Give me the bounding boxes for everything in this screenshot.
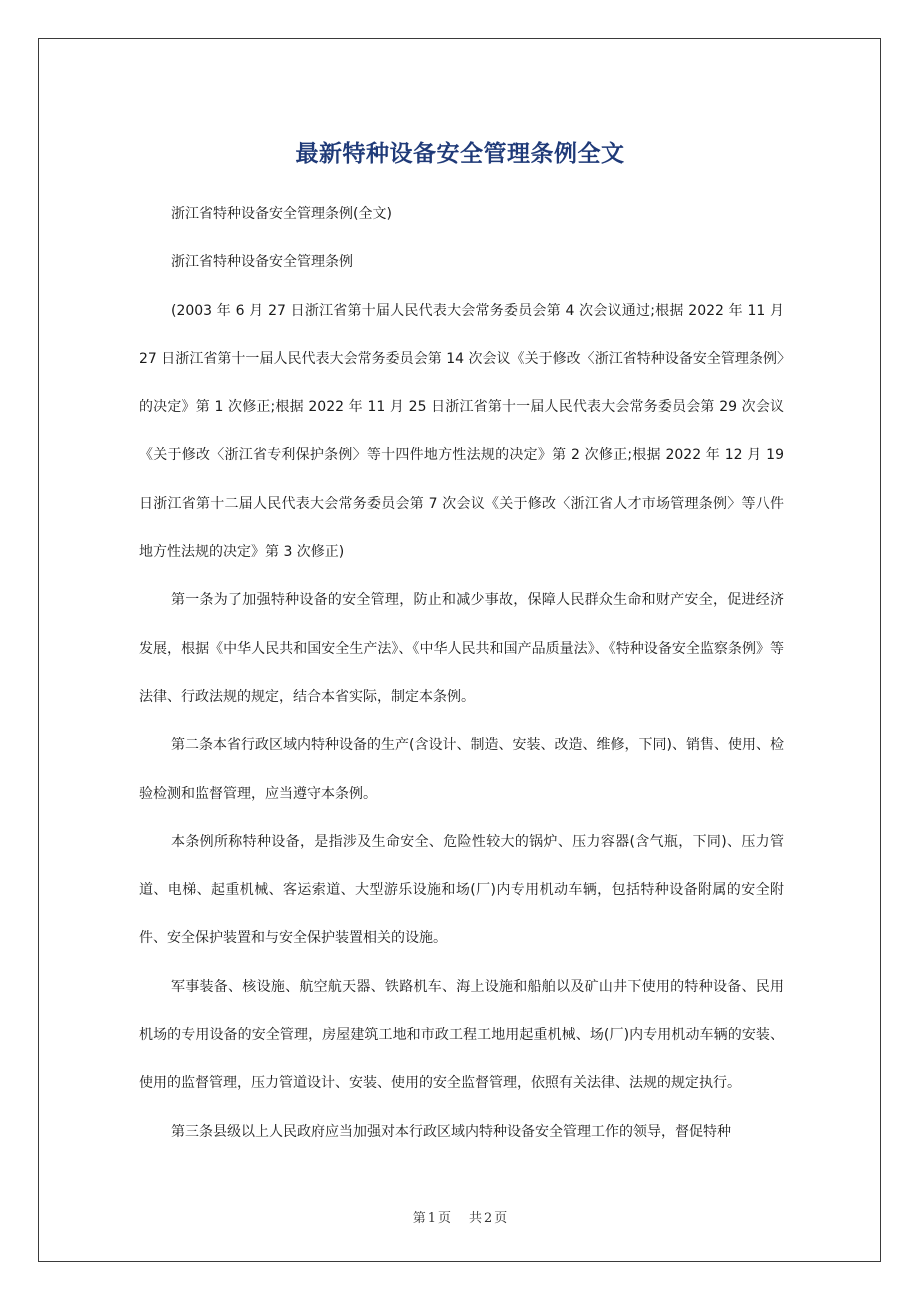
paragraph-subtitle-full: 浙江省特种设备安全管理条例(全文) — [171, 206, 392, 222]
page-total: 2 — [484, 1211, 493, 1226]
page-unit: 页 — [437, 1211, 451, 1226]
page-current: 1 — [427, 1211, 436, 1226]
paragraph-exclusions: 军事装备、核设施、航空航天器、铁路机车、海上设施和船舶以及矿山井下使用的特种设备、民用机场的专用设备的安全管理，房屋建筑工地和市政工程工地用起重机械、场(厂)内专用机动车辆的安装、使用的监督管理，压力管道设计、安装、使用的安全监督管理，依照有关法律、法规的规定执行。 — [139, 978, 784, 1092]
paragraph-article-1: 第一条为了加强特种设备的安全管理，防止和减少事故，保障人民群众生命和财产安全，促进经济发展，根据《中华人民共和国安全生产法》、《中华人民共和国产品质量法》、《特种设备安全监察条例》等法律、行政法规的规定，结合本省实际，制定本条例。 — [139, 592, 784, 705]
total-prefix: 共 — [469, 1211, 483, 1226]
page-prefix: 第 — [412, 1211, 426, 1226]
paragraph-article-2: 第二条本省行政区域内特种设备的生产(含设计、制造、安装、改造、维修，下同)、销售、使用、检验检测和监督管理，应当遵守本条例。 — [139, 737, 784, 802]
paragraph-subtitle: 浙江省特种设备安全管理条例 — [171, 254, 353, 271]
document-body — [139, 190, 784, 1156]
paragraph-revision-history: (2003 年 6 月 27 日浙江省第十届人民代表大会常务委员会第 4 次会议通过;根据 2022 年 11 月 27 日浙江省第十一届人民代表大会常务委员会第 14 次会议《关于修改〈浙江省特种设备安全管理条例〉的决定》第 1 次修正;根据 2022 年 11 月 25 日浙江省第十一届人民代表大会常务委员会第 29 次会议《关于修改〈浙江省专利保护条例〉等十四件地方性法规的决定》第 2 次修正;根据 2022 年 12 月 19 日浙江省第十二届人民代表大会常务委员会第 7 次会议《关于修改〈浙江省人才市场管理条例〉等八件地方性法规的决定》第 3 次修正) — [139, 302, 784, 561]
paragraph-article-3: 第三条县级以上人民政府应当加强对本行政区域内特种设备安全管理工作的领导，督促特种 — [171, 1123, 731, 1140]
document-title: 最新特种设备安全管理条例全文 — [295, 141, 625, 168]
total-unit: 页 — [494, 1211, 508, 1226]
page-footer — [0, 1207, 920, 1226]
paragraph-definition: 本条例所称特种设备，是指涉及生命安全、危险性较大的锅炉、压力容器(含气瓶，下同)、压力管道、电梯、起重机械、客运索道、大型游乐设施和场(厂)内专用机动车辆，包括特种设备附属的安全附件、安全保护装置和与安全保护装置相关的设施。 — [139, 833, 784, 947]
